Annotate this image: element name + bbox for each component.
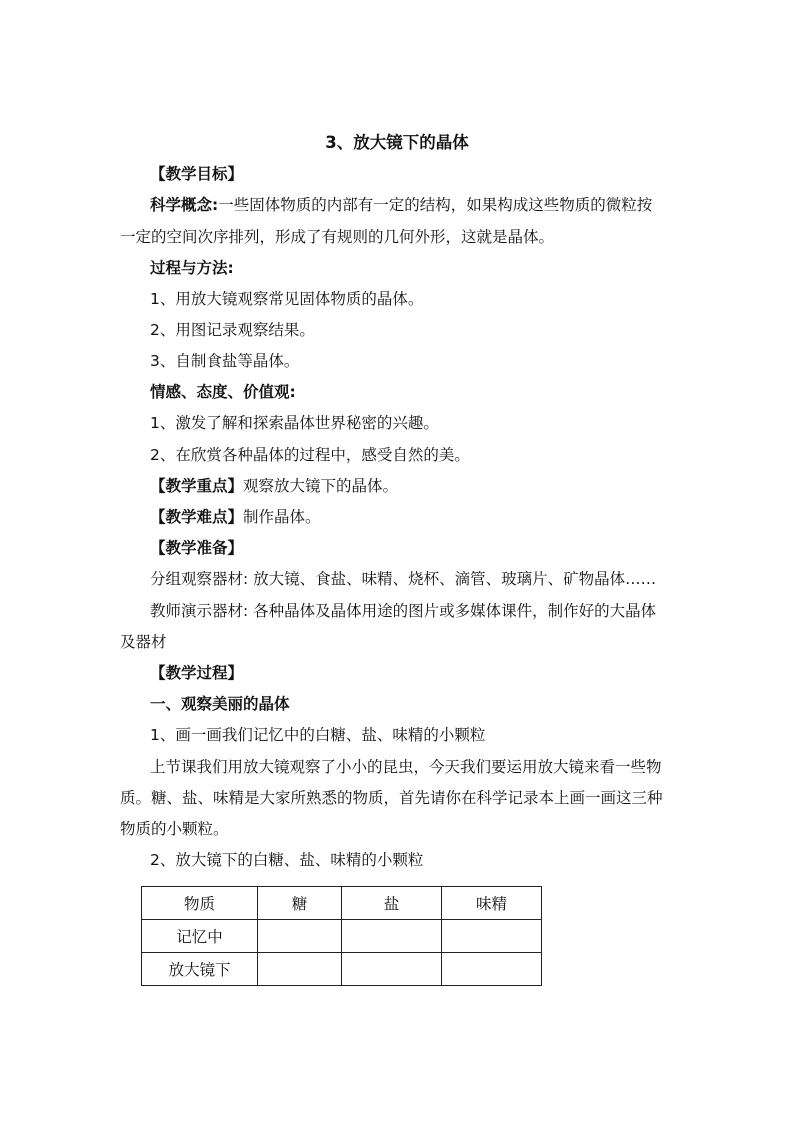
concept-label: 科学概念: — [150, 196, 219, 214]
key-point-line — [150, 476, 680, 496]
key-point-text: 观察放大镜下的晶体。 — [243, 477, 399, 495]
attitude-item-1: 1、激发了解和探索晶体世界秘密的兴趣。 — [150, 414, 439, 432]
table-header-row — [142, 887, 542, 920]
attitude-heading: 情感、态度、价值观: — [150, 383, 296, 401]
concept-line-1 — [150, 195, 680, 215]
table-cell — [258, 920, 342, 953]
key-point-label: 【教学重点】 — [150, 477, 244, 495]
process-item-3: 3、自制食盐等晶体。 — [150, 352, 300, 370]
table-cell — [442, 953, 542, 986]
concept-text-1: 一些固体物质的内部有一定的结构，如果构成这些物质的微粒按 — [218, 196, 653, 214]
row-label: 放大镜下 — [142, 953, 258, 986]
table-header-cell: 味精 — [442, 887, 542, 920]
table-header-cell: 糖 — [258, 887, 342, 920]
process-section-heading: 【教学过程】 — [150, 664, 244, 682]
page-title: 3、放大镜下的晶体 — [325, 133, 469, 152]
row-label: 记忆中 — [142, 920, 258, 953]
table-header-cell: 盐 — [342, 887, 442, 920]
preparation-heading: 【教学准备】 — [150, 539, 244, 557]
step-2: 2、放大镜下的白糖、盐、味精的小颗粒 — [150, 851, 424, 869]
table-cell — [342, 953, 442, 986]
prep-teacher-materials-2: 及器材 — [120, 633, 167, 651]
observation-table — [141, 886, 542, 986]
difficulty-label: 【教学难点】 — [150, 508, 244, 526]
step-1: 1、画一画我们记忆中的白糖、盐、味精的小颗粒 — [150, 726, 486, 744]
table-header-cell: 物质 — [142, 887, 258, 920]
section-1-heading: 一、观察美丽的晶体 — [150, 695, 290, 713]
prep-teacher-materials-1: 教师演示器材: 各种晶体及晶体用途的图片或多媒体课件，制作好的大晶体 — [150, 602, 657, 620]
prep-group-materials: 分组观察器材: 放大镜、食盐、味精、烧杯、滴管、玻璃片、矿物晶体…… — [150, 570, 657, 588]
table-row — [142, 920, 542, 953]
process-heading: 过程与方法: — [150, 259, 234, 277]
table-cell — [442, 920, 542, 953]
step-1-paragraph-1: 上节课我们用放大镜观察了小小的昆虫，今天我们要运用放大镜来看一些物 — [150, 758, 662, 776]
process-item-2: 2、用图记录观察结果。 — [150, 321, 315, 339]
objectives-heading: 【教学目标】 — [150, 165, 244, 183]
table-row — [142, 953, 542, 986]
process-item-1: 1、用放大镜观察常见固体物质的晶体。 — [150, 290, 424, 308]
step-1-paragraph-3: 物质的小颗粒。 — [120, 820, 229, 838]
table-cell — [342, 920, 442, 953]
table-cell — [258, 953, 342, 986]
attitude-item-2: 2、在欣赏各种晶体的过程中，感受自然的美。 — [150, 446, 470, 464]
difficulty-text: 制作晶体。 — [243, 508, 321, 526]
concept-line-2: 一定的空间次序排列，形成了有规则的几何外形，这就是晶体。 — [120, 228, 555, 246]
step-1-paragraph-2: 质。糖、盐、味精是大家所熟悉的物质，首先请你在科学记录本上画一画这三种 — [120, 789, 663, 807]
difficulty-line — [150, 507, 680, 527]
